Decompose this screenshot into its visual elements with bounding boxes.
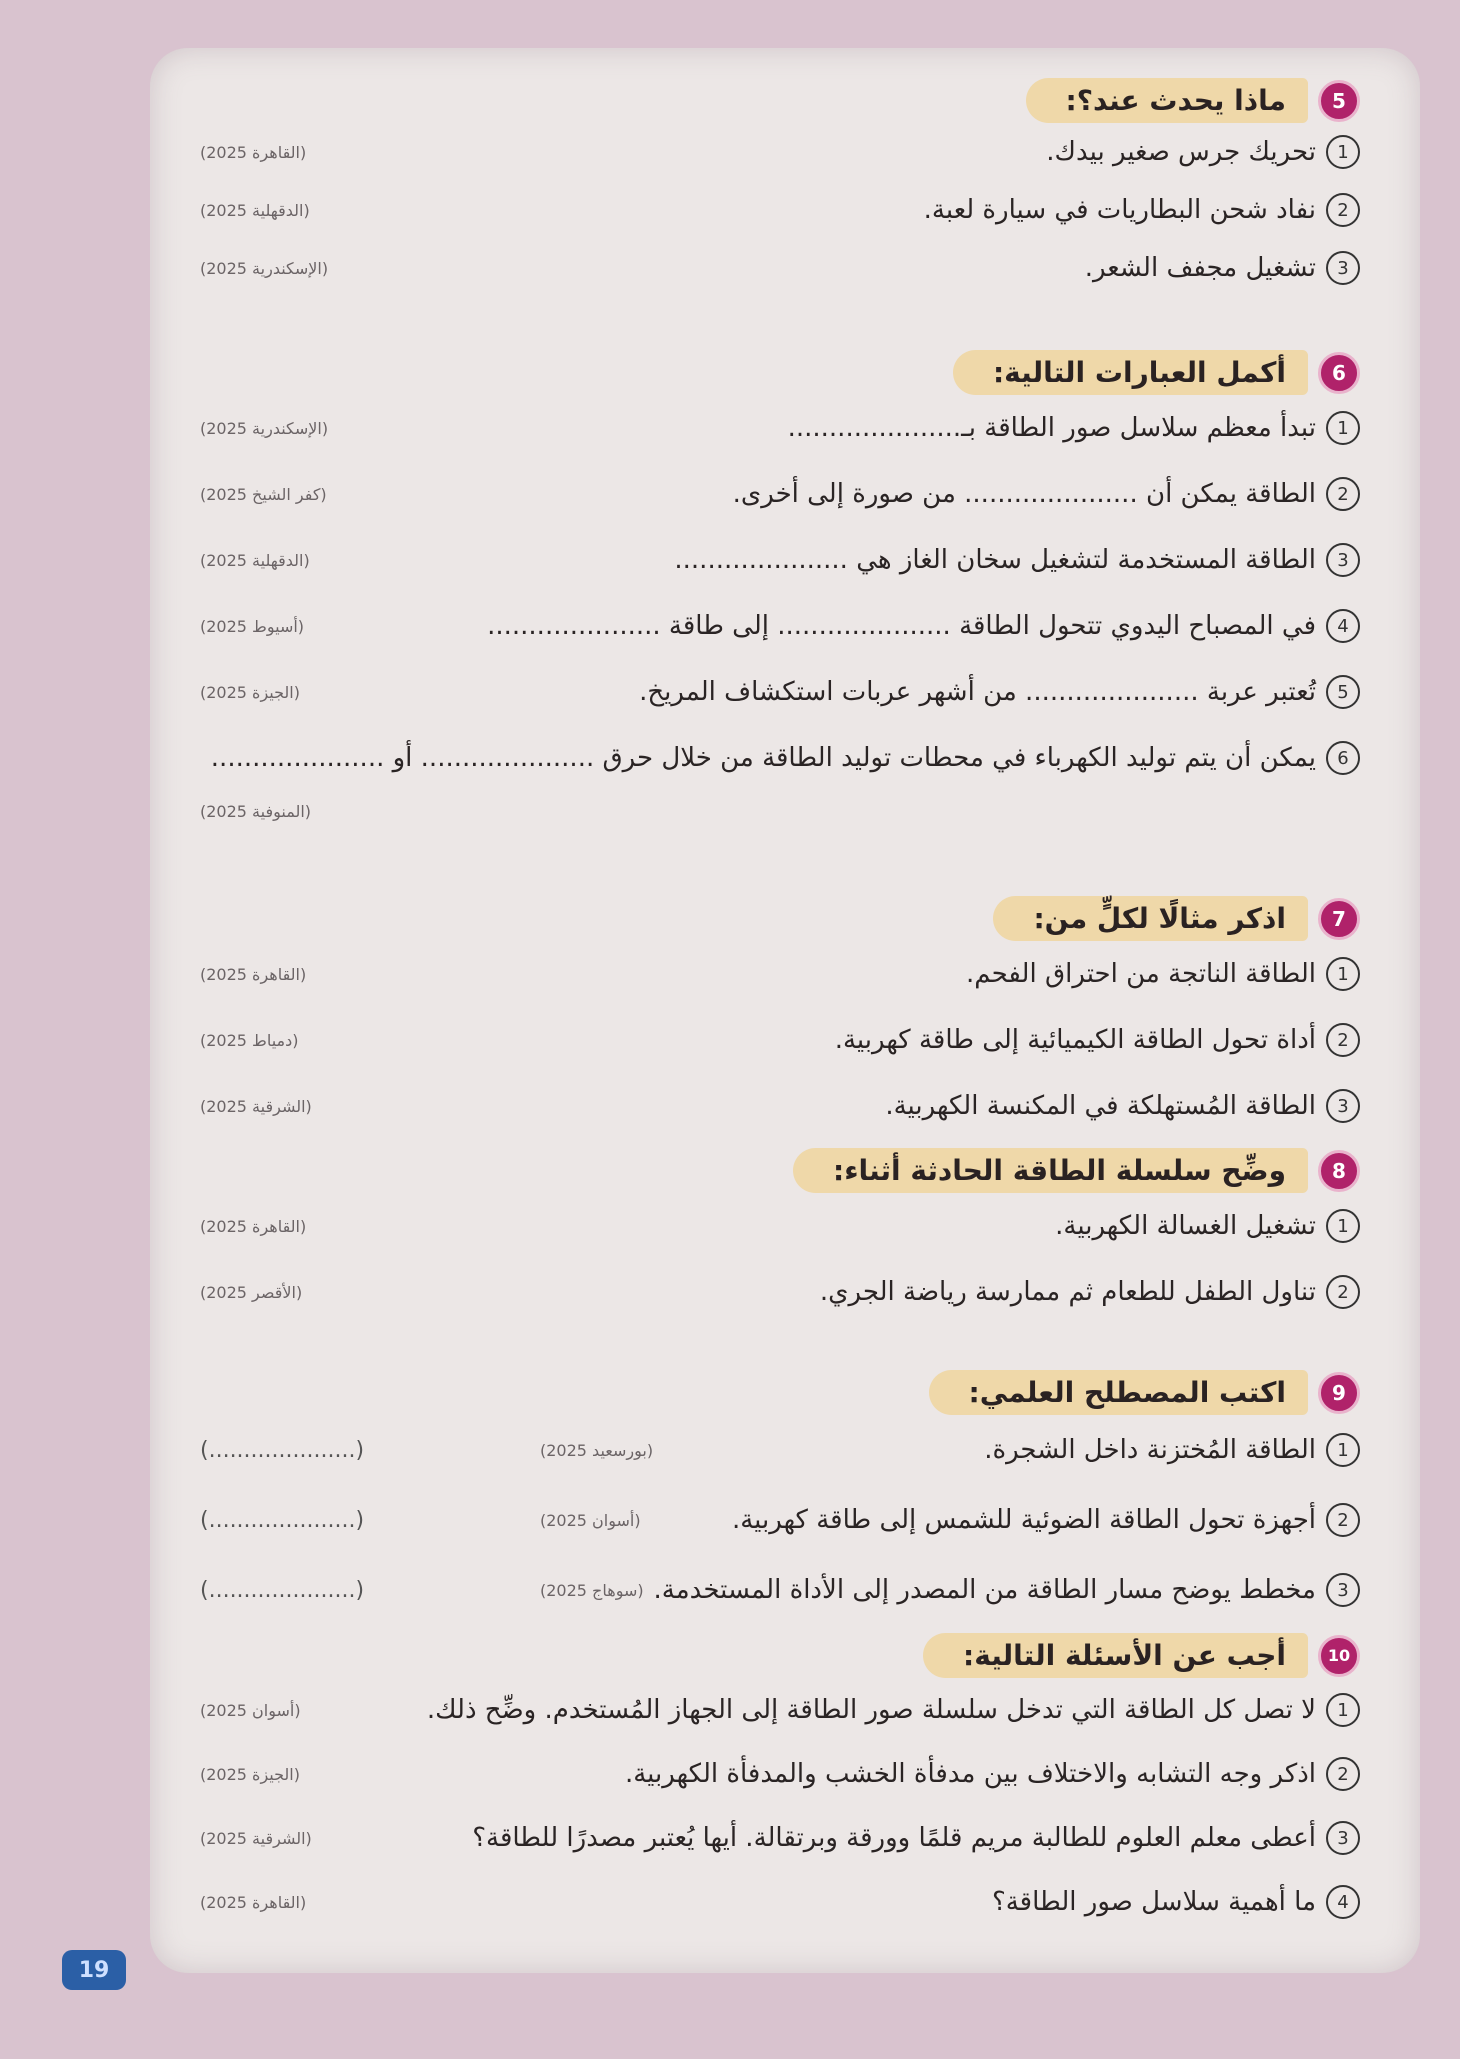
source-label: (الأقصر 2025) xyxy=(200,1282,303,1302)
source-label: (الإسكندرية 2025) xyxy=(200,258,329,278)
item-number: 3 xyxy=(1326,543,1360,577)
question-text: اذكر وجه التشابه والاختلاف بين مدفأة الخشب والمدفأة الكهربية. xyxy=(624,1759,1316,1789)
source-label: (أسوان 2025) xyxy=(200,1700,301,1720)
item-number: 3 xyxy=(1326,1089,1360,1123)
question-item xyxy=(200,1555,1360,1625)
section-8 xyxy=(200,1148,1360,1325)
question-text: أجهزة تحول الطاقة الضوئية للشمس إلى طاقة كهربية. xyxy=(731,1505,1316,1535)
source-label: (الشرقية 2025) xyxy=(200,1828,312,1848)
section-number-badge: 10 xyxy=(1318,1635,1360,1677)
section-header xyxy=(200,1370,1360,1415)
section-7 xyxy=(200,896,1360,1139)
question-text: الطاقة المُستهلكة في المكنسة الكهربية. xyxy=(885,1091,1316,1121)
question-text: تناول الطفل للطعام ثم ممارسة رياضة الجري. xyxy=(819,1277,1316,1307)
answer-blank[interactable]: (.....................) xyxy=(200,1577,365,1603)
question-item xyxy=(200,395,1360,461)
question-text: يمكن أن يتم توليد الكهرباء في محطات توليد الطاقة من خلال حرق ..................... أو ..................... xyxy=(210,743,1316,773)
section-title: أكمل العبارات التالية: xyxy=(953,350,1308,395)
section-title: اذكر مثالًا لكلٍّ من: xyxy=(993,896,1308,941)
item-number: 1 xyxy=(1326,411,1360,445)
section-6 xyxy=(200,350,1360,831)
question-item xyxy=(200,941,1360,1007)
item-number: 6 xyxy=(1326,741,1360,775)
question-text: تبدأ معظم سلاسل صور الطاقة بـ..................... xyxy=(787,413,1316,443)
answer-blank[interactable]: (.....................) xyxy=(200,1507,365,1533)
question-item xyxy=(200,527,1360,593)
question-text: تحريك جرس صغير بيدك. xyxy=(1046,137,1316,167)
source-label: (القاهرة 2025) xyxy=(200,1216,307,1236)
item-number: 2 xyxy=(1326,1023,1360,1057)
item-number: 1 xyxy=(1326,1209,1360,1243)
section-title: ماذا يحدث عند؟: xyxy=(1026,78,1309,123)
source-label: (الدقهلية 2025) xyxy=(200,550,310,570)
source-label: (المنوفية 2025) xyxy=(200,801,312,821)
question-item xyxy=(200,181,1360,239)
question-item xyxy=(200,659,1360,725)
item-number: 4 xyxy=(1326,609,1360,643)
section-title: أجب عن الأسئلة التالية: xyxy=(923,1633,1308,1678)
source-label: (أسوان 2025) xyxy=(540,1510,641,1530)
question-text: نفاد شحن البطاريات في سيارة لعبة. xyxy=(923,195,1316,225)
item-number: 1 xyxy=(1326,1433,1360,1467)
worksheet-content xyxy=(150,48,1420,1973)
item-number: 1 xyxy=(1326,135,1360,169)
question-text: تُعتبر عربة ..................... من أشهر عربات استكشاف المريخ. xyxy=(639,677,1316,707)
item-number: 2 xyxy=(1326,1503,1360,1537)
item-number: 1 xyxy=(1326,957,1360,991)
item-number: 2 xyxy=(1326,193,1360,227)
section-number-badge: 6 xyxy=(1318,352,1360,394)
question-item xyxy=(200,593,1360,659)
source-label: (الجيزة 2025) xyxy=(200,682,300,702)
question-item xyxy=(200,1073,1360,1139)
section-header xyxy=(200,1633,1360,1678)
source-row xyxy=(200,791,1360,831)
section-header xyxy=(200,896,1360,941)
item-number: 3 xyxy=(1326,1821,1360,1855)
question-item xyxy=(200,725,1360,791)
question-item xyxy=(200,1259,1360,1325)
section-5 xyxy=(200,78,1360,297)
source-label: (الدقهلية 2025) xyxy=(200,200,310,220)
source-label: (الجيزة 2025) xyxy=(200,1764,300,1784)
section-title: اكتب المصطلح العلمي: xyxy=(929,1370,1308,1415)
question-text: ما أهمية سلاسل صور الطاقة؟ xyxy=(991,1887,1316,1917)
answer-blank[interactable]: (.....................) xyxy=(200,1437,365,1463)
section-number-badge: 8 xyxy=(1318,1150,1360,1192)
question-text: الطاقة يمكن أن ..................... من صورة إلى أخرى. xyxy=(732,479,1316,509)
item-number: 5 xyxy=(1326,675,1360,709)
source-label: (كفر الشيخ 2025) xyxy=(200,484,327,504)
page-number: 19 xyxy=(62,1950,126,1990)
source-label: (أسيوط 2025) xyxy=(200,616,305,636)
item-number: 3 xyxy=(1326,1573,1360,1607)
question-item xyxy=(200,1870,1360,1934)
question-item xyxy=(200,461,1360,527)
item-number: 1 xyxy=(1326,1693,1360,1727)
question-text: أعطى معلم العلوم للطالبة مريم قلمًا وورقة وبرتقالة. أيها يُعتبر مصدرًا للطاقة؟ xyxy=(472,1823,1316,1853)
source-label: (دمياط 2025) xyxy=(200,1030,299,1050)
section-10 xyxy=(200,1633,1360,1934)
section-header xyxy=(200,350,1360,395)
question-text: مخطط يوضح مسار الطاقة من المصدر إلى الأداة المستخدمة. xyxy=(653,1575,1316,1605)
source-label: (الشرقية 2025) xyxy=(200,1096,312,1116)
section-number-badge: 5 xyxy=(1318,80,1360,122)
question-text: الطاقة المُختزنة داخل الشجرة. xyxy=(984,1435,1316,1465)
source-label: (القاهرة 2025) xyxy=(200,1892,307,1912)
section-9 xyxy=(200,1370,1360,1625)
question-item xyxy=(200,1742,1360,1806)
question-text: الطاقة الناتجة من احتراق الفحم. xyxy=(966,959,1316,989)
question-item xyxy=(200,123,1360,181)
section-title: وضِّح سلسلة الطاقة الحادثة أثناء: xyxy=(793,1148,1308,1193)
source-label: (الإسكندرية 2025) xyxy=(200,418,329,438)
question-item xyxy=(200,1678,1360,1742)
section-number-badge: 7 xyxy=(1318,898,1360,940)
question-item xyxy=(200,239,1360,297)
source-label: (القاهرة 2025) xyxy=(200,964,307,984)
question-text: الطاقة المستخدمة لتشغيل سخان الغاز هي ..................... xyxy=(674,545,1316,575)
section-header xyxy=(200,78,1360,123)
section-header xyxy=(200,1148,1360,1193)
question-item xyxy=(200,1806,1360,1870)
item-number: 2 xyxy=(1326,477,1360,511)
question-text: تشغيل الغسالة الكهربية. xyxy=(1055,1211,1316,1241)
item-number: 2 xyxy=(1326,1275,1360,1309)
question-item xyxy=(200,1007,1360,1073)
item-number: 2 xyxy=(1326,1757,1360,1791)
question-item xyxy=(200,1415,1360,1485)
question-text: في المصباح اليدوي تتحول الطاقة ..................... إلى طاقة ..................... xyxy=(487,611,1316,641)
source-label: (بورسعيد 2025) xyxy=(540,1440,654,1460)
question-text: تشغيل مجفف الشعر. xyxy=(1084,253,1316,283)
question-item xyxy=(200,1485,1360,1555)
worksheet-page xyxy=(150,48,1420,1973)
section-number-badge: 9 xyxy=(1318,1372,1360,1414)
question-text: أداة تحول الطاقة الكيميائية إلى طاقة كهربية. xyxy=(834,1025,1316,1055)
question-text: لا تصل كل الطاقة التي تدخل سلسلة صور الطاقة إلى الجهاز المُستخدم. وضِّح ذلك. xyxy=(426,1695,1316,1725)
item-number: 4 xyxy=(1326,1885,1360,1919)
source-label: (القاهرة 2025) xyxy=(200,142,307,162)
source-label: (سوهاج 2025) xyxy=(540,1580,644,1600)
question-item xyxy=(200,1193,1360,1259)
item-number: 3 xyxy=(1326,251,1360,285)
